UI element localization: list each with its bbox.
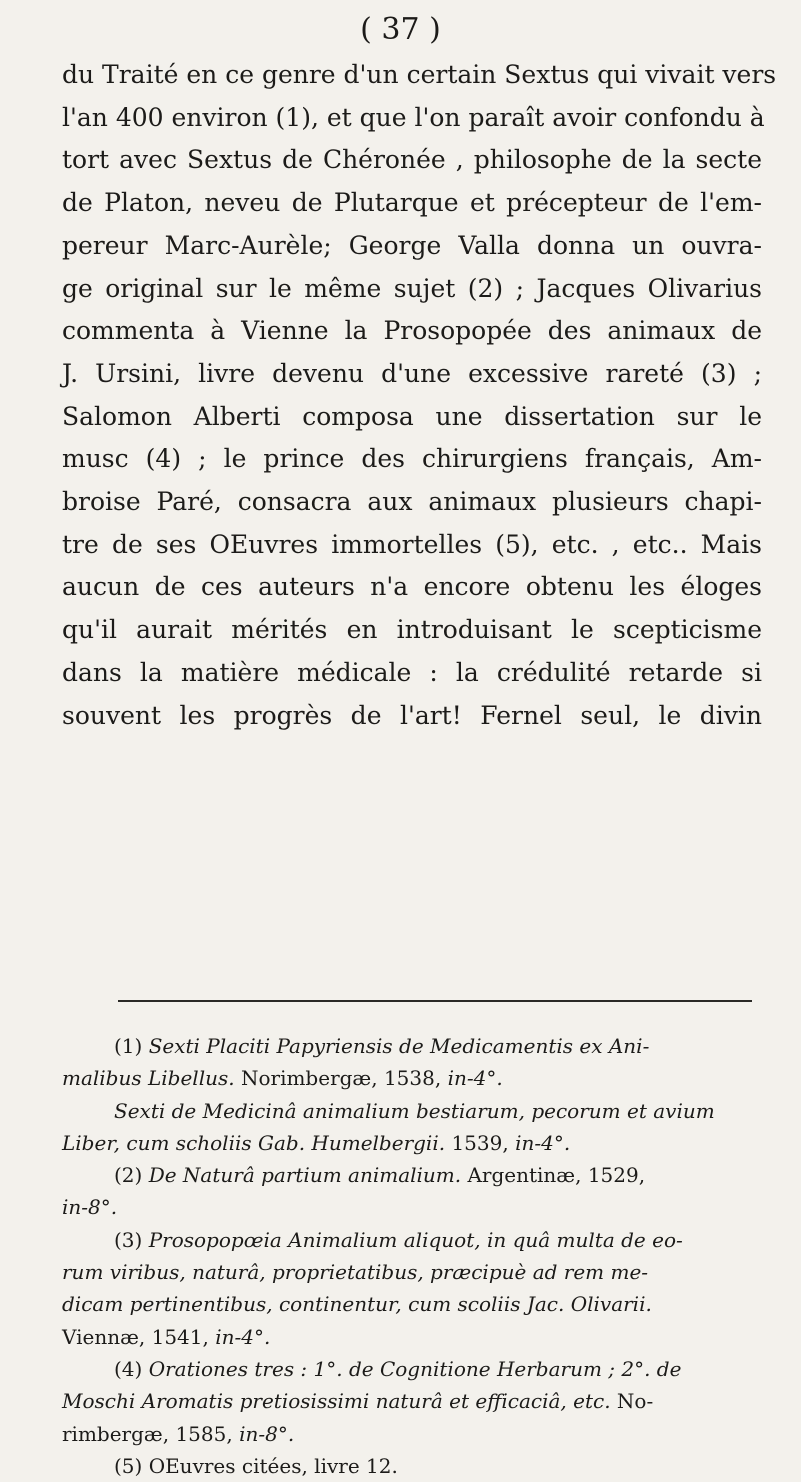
footnote-1 [62, 1030, 762, 1062]
text-line-2: l'an 400 environ (1), et que l'on paraît avoir confondu à [62, 102, 765, 132]
footnote-3-format: in-4°. [215, 1324, 271, 1349]
footnote-1-second-title-text: Sexti de Medicinâ animalium bestiarum, pecorum et avium [114, 1098, 715, 1123]
footnote-1-second-format: in-4°. [515, 1130, 571, 1155]
text-line-14: qu'il aurait mérités en introduisant le scepticisme [62, 615, 762, 645]
footnote-3-cont-3 [62, 1321, 762, 1353]
text-line-3: tort avec Sextus de Chéronée , philosophe de la secte [62, 145, 762, 175]
footnote-4-imprint: rimbergæ, 1585, [62, 1421, 240, 1446]
footnote-4 [62, 1353, 762, 1385]
footnote-4-title: Orationes tres : 1°. de Cognitione Herbarum ; 2°. de [148, 1356, 682, 1381]
footnote-4-marker: (4) [114, 1356, 149, 1381]
text-line-9: Salomon Alberti composa une dissertation sur le [62, 401, 762, 431]
footnote-3 [62, 1224, 762, 1256]
footnote-2-format: in-8°. [62, 1195, 118, 1220]
footnote-4-place: No- [610, 1389, 654, 1414]
footnote-1-second-imprint: 1539, [445, 1130, 516, 1155]
main-text [62, 54, 777, 737]
text-line-6: ge original sur le même sujet (2) ; Jacques Olivarius [62, 273, 762, 303]
footnote-3-cont-1 [62, 1256, 762, 1288]
footnote-4-cont-1 [62, 1385, 762, 1417]
footnotes [62, 1030, 762, 1482]
footnote-1-cont [62, 1062, 762, 1094]
footnote-2 [62, 1159, 762, 1191]
footnote-3-title-cont-2: dicam pertinentibus, continentur, cum scoliis Jac. Olivarii. [62, 1292, 652, 1317]
footnote-1-format: in-4°. [447, 1066, 503, 1091]
footnote-separator-rule [118, 1000, 752, 1002]
footnote-3-imprint: Viennæ, 1541, [62, 1324, 216, 1349]
footnote-5-marker: (5) [114, 1453, 149, 1478]
footnote-4-title-cont: Moschi Aromatis pretiosissimi naturâ et efficaciâ, etc. [62, 1389, 611, 1414]
footnote-4-cont-2 [62, 1418, 762, 1450]
text-line-11: broise Paré, consacra aux animaux plusieurs chapi- [62, 487, 762, 517]
text-line-15: dans la matière médicale : la crédulité retarde si [62, 657, 762, 687]
text-line-12: tre de ses OEuvres immortelles (5), etc. , etc.. Mais [62, 529, 762, 559]
text-line-1: du Traité en ce genre d'un certain Sextus qui vivait vers [62, 60, 777, 89]
text-line-5: pereur Marc-Aurèle; George Valla donna un ouvra- [62, 230, 762, 260]
footnote-5-text: OEuvres citées, livre 12. [148, 1453, 398, 1478]
footnote-1-title-cont: malibus Libellus. [62, 1066, 235, 1091]
footnote-2-imprint: Argentinæ, 1529, [461, 1163, 646, 1188]
text-line-8: J. Ursini, livre devenu d'une excessive rareté (3) ; [62, 358, 762, 388]
text-line-4: de Platon, neveu de Plutarque et précepteur de l'em- [62, 188, 762, 218]
footnote-1-second-title [62, 1095, 762, 1127]
text-line-16: souvent les progrès de l'art! Fernel seul, le divin [62, 700, 762, 730]
footnote-3-cont-2 [62, 1288, 762, 1320]
footnote-3-title: Prosopopœia Animalium aliquot, in quâ multa de eo- [148, 1227, 683, 1252]
footnote-1-second-title-cont: Liber, cum scholiis Gab. Humelbergii. [62, 1130, 446, 1155]
text-line-7: commenta à Vienne la Prosopopée des animaux de [62, 316, 762, 346]
text-line-13: aucun de ces auteurs n'a encore obtenu les éloges [62, 572, 762, 602]
footnote-3-title-cont-1: rum viribus, naturâ, proprietatibus, præcipuè ad rem me- [62, 1260, 649, 1285]
footnote-3-marker: (3) [114, 1227, 149, 1252]
footnote-1-second-cont [62, 1127, 762, 1159]
footnote-1-title: Sexti Placiti Papyriensis de Medicamentis ex Ani- [148, 1034, 650, 1058]
footnote-4-format: in-8°. [239, 1421, 295, 1446]
footnote-5 [62, 1450, 762, 1482]
footnote-1-imprint: Norimbergæ, 1538, [234, 1066, 448, 1091]
footnote-1-marker: (1) [114, 1034, 143, 1058]
page-number: ( 37 ) [360, 12, 441, 47]
text-line-10: musc (4) ; le prince des chirurgiens français, Am- [62, 444, 762, 474]
footnote-2-title: De Naturâ partium animalium. [148, 1163, 462, 1188]
footnote-2-cont [62, 1191, 762, 1223]
footnote-2-marker: (2) [114, 1163, 149, 1188]
